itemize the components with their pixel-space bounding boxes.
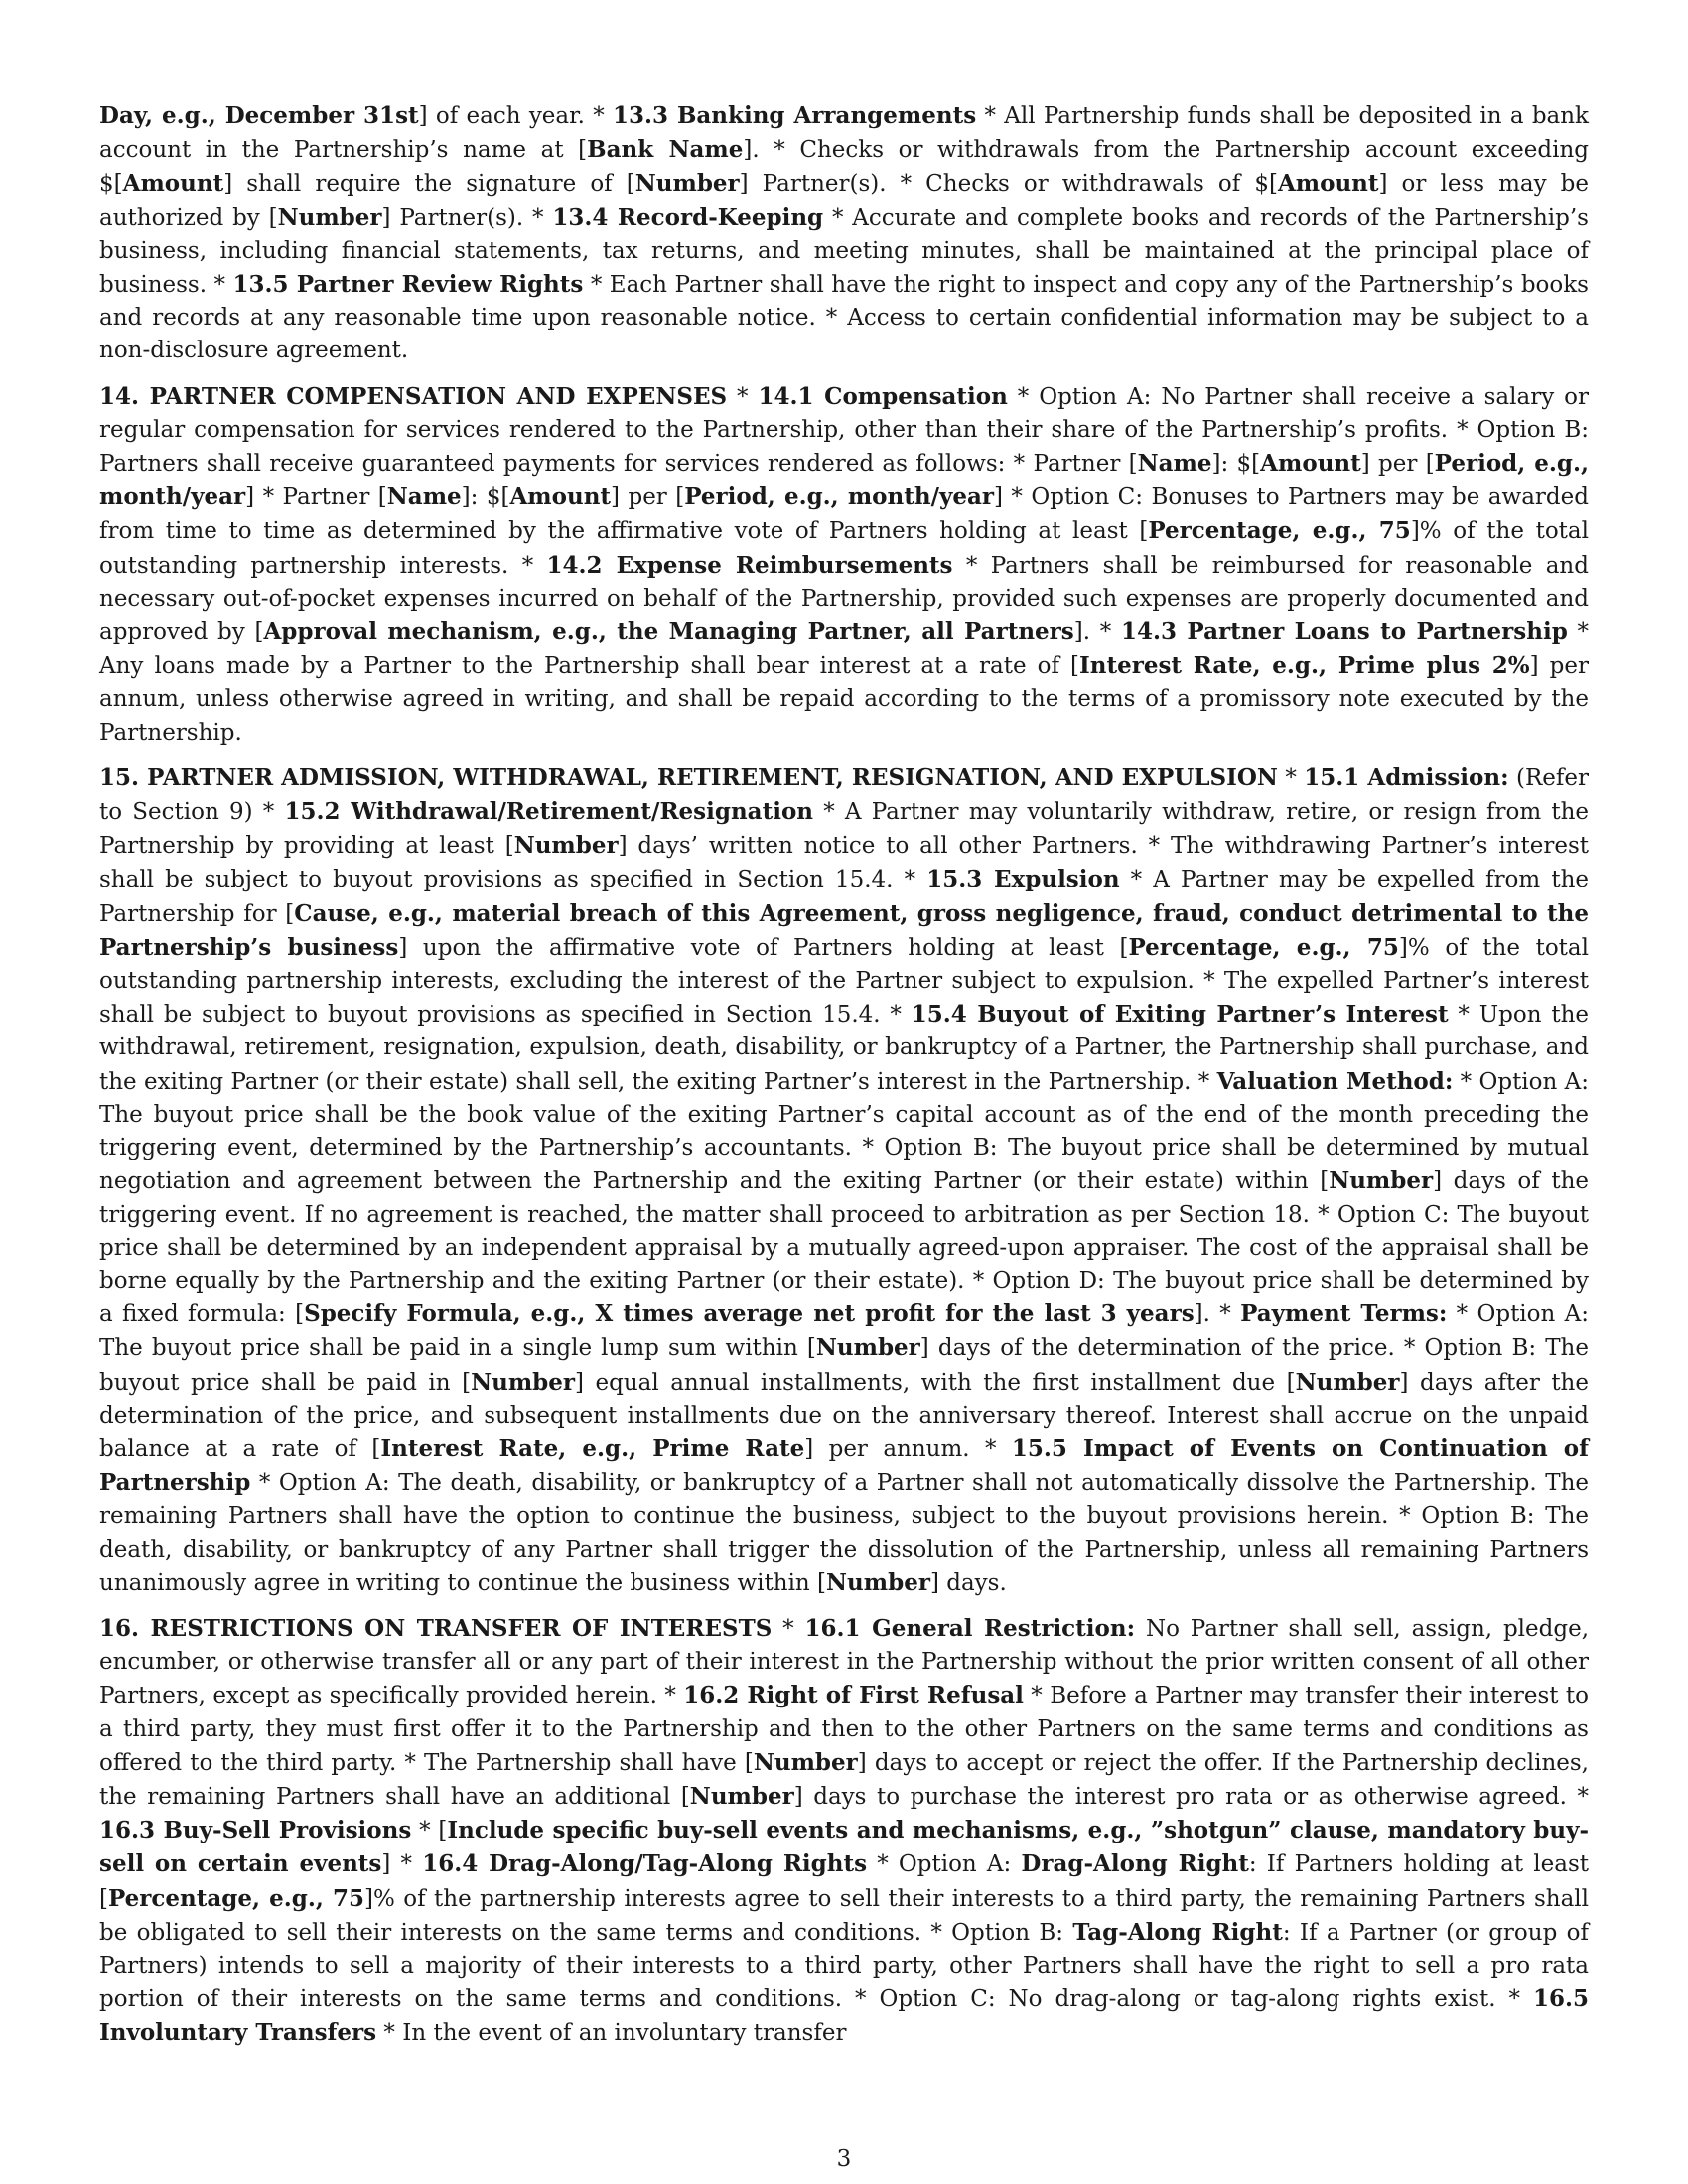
bold-text-run: Number <box>689 1782 794 1810</box>
text-run: ] per annum. * <box>804 1435 1012 1462</box>
text-run: * Option A: <box>867 1851 1022 1878</box>
text-run: * A Partner may be expelled from the Partnership for [ <box>99 867 1589 927</box>
paragraph-section-14 <box>99 380 1589 750</box>
text-run: * <box>1277 764 1305 791</box>
bold-text-run: Percentage, e.g., 75 <box>1148 517 1411 545</box>
bold-text-run: Amount <box>122 170 224 198</box>
paragraph-section-16 <box>99 1612 1589 2051</box>
bold-text-run: 15.1 Admission: <box>1304 763 1509 791</box>
bold-text-run: 15.3 Expulsion <box>926 866 1120 893</box>
bold-text-run: Percentage, e.g., 75 <box>1128 933 1399 961</box>
text-run: ] of each year. * <box>418 103 613 129</box>
text-run: * Upon the withdrawal, retirement, resignation, expulsion, death, disability, or bankruptcy of a Partner, the Partnership shall purchase, and the exiting Partner (or their estate) shall sell, the exiting Partner’s interest in the Partnership. * <box>99 1002 1590 1095</box>
bold-text-run: 14.2 Expense Reimbursements <box>546 551 953 579</box>
bold-text-run: Period, e.g., month/year <box>99 450 1590 511</box>
bold-text-run: Name <box>1137 450 1212 478</box>
bold-text-run: Day, e.g., December 31st <box>99 102 419 129</box>
text-run: ] * <box>381 1851 423 1878</box>
text-run: ] days of the determination of the price. * Option B: The buyout price shall be paid in [ <box>99 1335 1589 1396</box>
text-run: ] per [ <box>1360 451 1435 478</box>
bold-text-run: Number <box>471 1368 575 1396</box>
text-run: * Partners shall be reimbursed for reasonable and necessary out-of-pocket expenses incurred on behalf of the Partnership, provided such expenses are properly documented and approved by [ <box>99 552 1589 646</box>
text-run: * All Partnership funds shall be deposited in a bank account in the Partnership’s name at [ <box>99 103 1589 164</box>
page-number: 3 <box>836 2146 852 2172</box>
text-run: * In the event of an involuntary transfer <box>376 2020 847 2047</box>
text-run: * <box>772 1615 805 1642</box>
text-run: ] days to accept or reject the offer. If the Partnership declines, the remaining Partners shall have an additional [ <box>99 1749 1589 1810</box>
text-run: ]: $[ <box>461 484 510 511</box>
text-run: : If a Partner (or group of Partners) intends to sell a majority of their interests to a third party, other Partners shall have the right to sell a pro rata portion of their interests on the same terms and conditions. * Option C: No drag-along or tag-along rights exist. * <box>99 1919 1589 2013</box>
text-run: ]: $[ <box>1211 451 1261 478</box>
paragraph-section-13 <box>99 99 1589 368</box>
bold-text-run: Interest Rate, e.g., Prime Rate <box>380 1434 805 1462</box>
document-page <box>99 99 1589 2063</box>
text-run: * Any loans made by a Partner to the Partnership shall bear interest at a rate of [ <box>99 619 1589 680</box>
text-run: * <box>727 383 759 410</box>
bold-text-run: Number <box>1295 1368 1400 1396</box>
text-run: ] days to purchase the interest pro rata or as otherwise agreed. * <box>793 1783 1589 1810</box>
bold-text-run: 15.4 Buyout of Exiting Partner’s Interest <box>911 1001 1449 1028</box>
bold-text-run: Include specific buy-sell events and mechanisms, e.g., ”shotgun” clause, mandatory buy-sell on certain events <box>99 1817 1589 1878</box>
text-run: ] shall require the signature of [ <box>223 171 635 198</box>
bold-text-run: Specify Formula, e.g., X times average net profit for the last 3 years <box>304 1300 1195 1328</box>
text-run: * [ <box>411 1818 448 1844</box>
text-run: ]% of the total outstanding partnership interests, excluding the interest of the Partner subject to expulsion. * The expelled Partner’s interest shall be subject to buyout provisions as specified in Section 15.4. * <box>99 934 1589 1028</box>
bold-text-run: Bank Name <box>587 136 744 164</box>
text-run: ] upon the affirmative vote of Partners holding at least [ <box>398 934 1129 961</box>
paragraph-section-15 <box>99 761 1589 1600</box>
bold-text-run: 16.2 Right of First Refusal <box>683 1682 1024 1709</box>
bold-text-run: 15.5 Impact of Events on Continuation of Partnership <box>99 1434 1590 1497</box>
bold-text-run: Interest Rate, e.g., Prime plus 2% <box>1078 652 1530 680</box>
text-run: ]. * <box>1194 1301 1241 1328</box>
text-run: * Accurate and complete books and records of the Partnership’s business, including financial statements, tax returns, and meeting minutes, shall be maintained at the principal place of business. * <box>99 205 1589 299</box>
bold-text-run: Percentage, e.g., 75 <box>107 1884 364 1912</box>
bold-text-run: 13.3 Banking Arrangements <box>612 102 977 129</box>
bold-text-run: 16.3 Buy-Sell Provisions <box>99 1817 412 1844</box>
text-run: * A Partner may voluntarily withdraw, retire, or resign from the Partnership by providing at least [ <box>99 799 1589 860</box>
text-run: * Option A: The buyout price shall be paid in a single lump sum within [ <box>99 1301 1590 1362</box>
text-run: * Each Partner shall have the right to inspect and copy any of the Partnership’s books and records at any reasonable time upon reasonable notice. * Access to certain confidential information may be subject to a non-disclosure agreement. <box>99 272 1589 364</box>
text-run: ] per annum, unless otherwise agreed in writing, and shall be repaid according to the terms of a promissory note executed by the Partnership. <box>99 653 1589 746</box>
bold-text-run: Name <box>386 483 462 511</box>
bold-text-run: Payment Terms: <box>1240 1300 1448 1328</box>
bold-text-run: 15. PARTNER ADMISSION, WITHDRAWAL, RETIREMENT, RESIGNATION, AND EXPULSION <box>99 763 1278 791</box>
bold-text-run: Amount <box>1277 170 1379 198</box>
text-run: ]% of the total outstanding partnership interests. * <box>99 518 1589 579</box>
text-run: ] or less may be authorized by [ <box>99 171 1589 231</box>
text-run: ] days’ written notice to all other Partners. * The withdrawing Partner’s interest shall be subject to buyout provisions as specified in Section 15.4. * <box>99 833 1589 893</box>
bold-text-run: Tag-Along Right <box>1072 1918 1283 1946</box>
text-run: * Option A: No Partner shall receive a salary or regular compensation for services rendered to the Partnership, other than their share of the Partnership’s profits. * Option B: Partners shall receive guaranteed payments for services rendered as follows: * Partner [ <box>99 383 1589 478</box>
bold-text-run: Number <box>826 1569 930 1596</box>
text-run: ] days of the triggering event. If no agreement is reached, the matter shall proceed to arbitration as per Section 18. * Option C: The buyout price shall be determined by an independent appraisal by a mutually agreed-upon appraiser. The cost of the appraisal shall be borne equally by the Partnership and the exiting Partner (or their estate). * Option D: The buyout price shall be determined by a fixed formula: [ <box>99 1168 1589 1328</box>
bold-text-run: 16. RESTRICTIONS ON TRANSFER OF INTERESTS <box>99 1614 773 1642</box>
bold-text-run: Amount <box>509 483 612 511</box>
text-run: * Option A: The buyout price shall be the book value of the exiting Partner’s capital account as of the end of the month preceding the triggering event, determined by the Partnership’s accountants. * Option B: The buyout price shall be determined by mutual negotiation and agreement between the Partnership and the exiting Partner (or their estate) within [ <box>99 1068 1589 1195</box>
bold-text-run: Number <box>634 170 740 198</box>
text-run: ]. * Checks or withdrawals from the Partnership account exceeding $[ <box>99 137 1589 198</box>
bold-text-run: Number <box>815 1334 920 1362</box>
bold-text-run: 15.2 Withdrawal/Retirement/Resignation <box>284 798 814 826</box>
bold-text-run: 13.5 Partner Review Rights <box>232 271 584 299</box>
text-run: (Refer to Section 9) * <box>99 764 1589 826</box>
text-run: ]. * <box>1073 619 1121 646</box>
text-run: ] * Option C: Bonuses to Partners may be awarded from time to time as determined by the affirmative vote of Partners holding at least [ <box>99 484 1589 545</box>
text-run: : If Partners holding at least [ <box>99 1851 1589 1912</box>
text-run: * Before a Partner may transfer their interest to a third party, they must first offer it to the Partnership and then to the other Partners on the same terms and conditions as offered to the third party. * The Partnership shall have [ <box>99 1683 1589 1776</box>
bold-text-run: Number <box>753 1748 858 1776</box>
text-run: ] Partner(s). * <box>381 205 553 231</box>
text-run: ] days. <box>929 1570 1007 1596</box>
text-run: ] Partner(s). * Checks or withdrawals of $[ <box>739 171 1278 198</box>
bold-text-run: Period, e.g., month/year <box>684 483 994 511</box>
bold-text-run: 16.5 Involuntary Transfers <box>99 1985 1589 2047</box>
text-run: No Partner shall sell, assign, pledge, encumber, or otherwise transfer all or any part of their interest in the Partnership without the prior written consent of all other Partners, except as specifically provided herein. * <box>99 1615 1590 1709</box>
bold-text-run: Number <box>1329 1167 1434 1195</box>
text-run: * Option A: The death, disability, or bankruptcy of a Partner shall not automatically dissolve the Partnership. The remaining Partners shall have the option to continue the business, subject to the buyout provisions herein. * Option B: The death, disability, or bankruptcy of any Partner shall trigger the dissolution of the Partnership, unless all remaining Partners unanimously agree in writing to continue the business within [ <box>99 1470 1589 1596</box>
text-run: ]% of the partnership interests agree to sell their interests to a third party, the remaining Partners shall be obligated to sell their interests on the same terms and conditions. * Option B: <box>99 1885 1589 1946</box>
bold-text-run: 16.4 Drag-Along/Tag-Along Rights <box>422 1850 868 1878</box>
bold-text-run: Cause, e.g., material breach of this Agreement, gross negligence, fraud, conduct detrimental to the Partnership’s business <box>99 899 1589 961</box>
bold-text-run: 13.4 Record-Keeping <box>552 204 824 231</box>
text-run: ] * Partner [ <box>245 484 387 511</box>
bold-text-run: Number <box>513 832 619 860</box>
bold-text-run: 16.1 General Restriction: <box>804 1614 1136 1642</box>
text-run: ] per [ <box>611 484 685 511</box>
bold-text-run: Approval mechanism, e.g., the Managing Partner, all Partners <box>263 618 1074 646</box>
bold-text-run: Amount <box>1260 450 1361 478</box>
bold-text-run: Drag-Along Right <box>1021 1850 1249 1878</box>
bold-text-run: Valuation Method: <box>1216 1067 1454 1095</box>
bold-text-run: Number <box>277 204 382 231</box>
text-run: ] equal annual installments, with the first installment due [ <box>575 1369 1296 1396</box>
text-run: ] days after the determination of the price, and subsequent installments due on the anniversary thereof. Interest shall accrue on the unpaid balance at a rate of [ <box>99 1369 1589 1462</box>
bold-text-run: 14. PARTNER COMPENSATION AND EXPENSES <box>99 382 728 410</box>
bold-text-run: 14.1 Compensation <box>758 382 1008 410</box>
bold-text-run: 14.3 Partner Loans to Partnership <box>1120 618 1568 646</box>
